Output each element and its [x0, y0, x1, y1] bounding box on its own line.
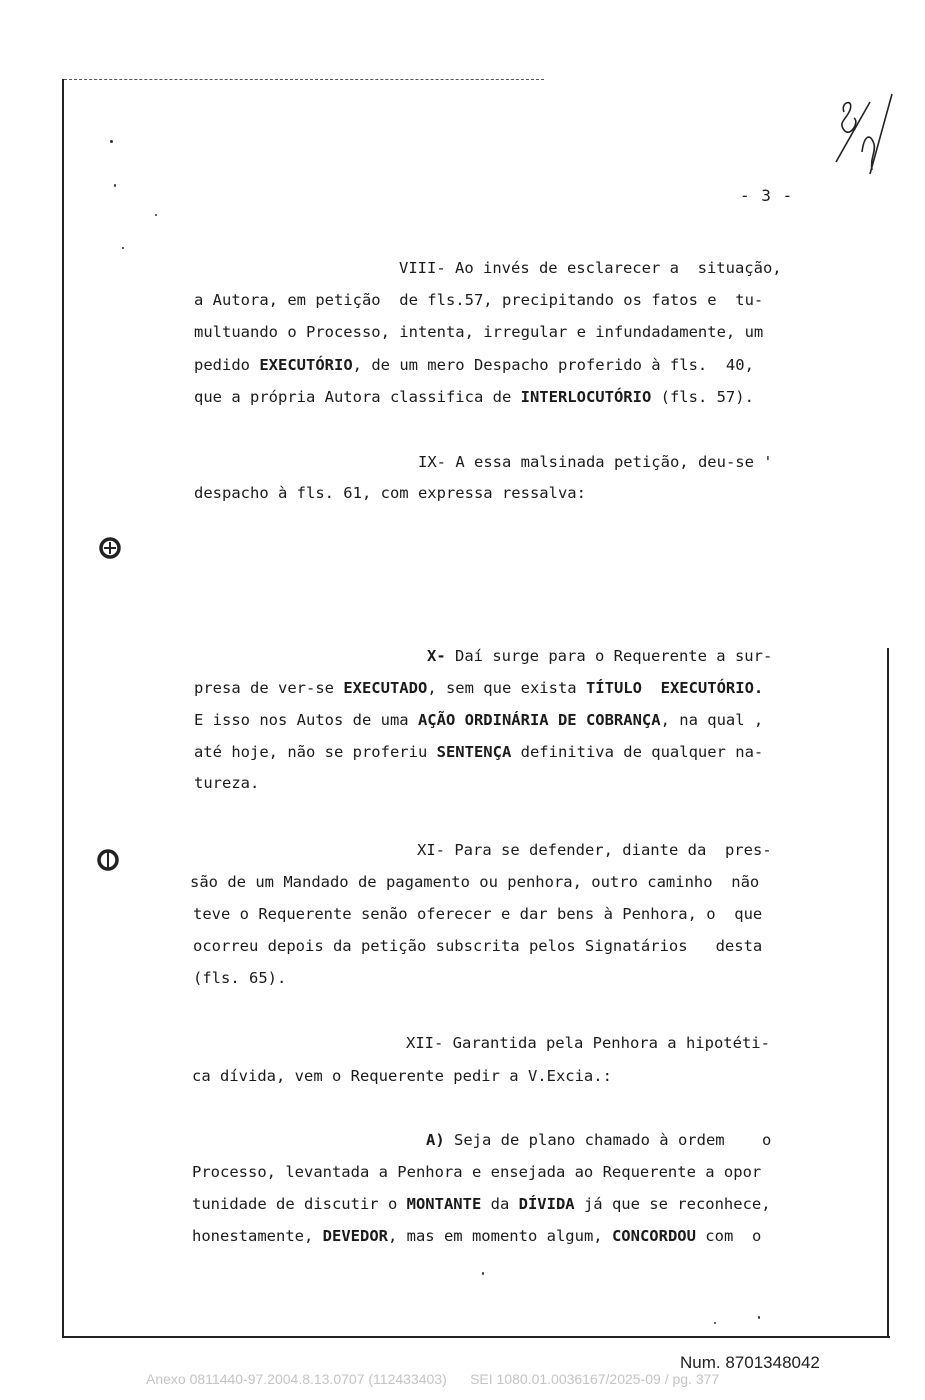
body-line: que a própria Autora classifica de INTERLOCUTÓRIO (fls. 57).	[194, 388, 754, 406]
body-line: despacho à fls. 61, com expressa ressalva:	[194, 484, 586, 502]
body-line: IX- A essa malsinada petição, deu-se '	[418, 453, 773, 471]
bold-text: SENTENÇA	[436, 743, 512, 761]
body-line: X- Daí surge para o Requerente a sur-	[427, 647, 773, 665]
body-line: Processo, levantada a Penhora e ensejada ao Requerente a opor	[192, 1163, 762, 1181]
frame-bottom-line	[62, 1336, 890, 1338]
bold-text: A)	[426, 1131, 445, 1149]
document-reference: Anexo 0811440-97.2004.8.13.0707 (112433403) SEI 1080.01.0036167/2025-09 / pg. 377	[146, 1371, 720, 1387]
body-line: multuando o Processo, intenta, irregular e infundadamente, um	[194, 323, 764, 341]
punch-hole-icon	[98, 536, 122, 560]
bold-text: CONCORDOU	[611, 1227, 696, 1245]
body-line: XII- Garantida pela Penhora a hipotéti-	[406, 1034, 770, 1052]
body-line: a Autora, em petição de fls.57, precipitando os fatos e tu-	[194, 291, 764, 309]
bold-text: X-	[427, 647, 446, 665]
bold-text: DEVEDOR	[322, 1227, 388, 1245]
bold-text: EXECUTÓRIO	[259, 356, 353, 374]
body-line: pedido EXECUTÓRIO, de um mero Despacho proferido à fls. 40,	[194, 356, 754, 374]
frame-top-line	[64, 79, 544, 80]
body-line: são de um Mandado de pagamento ou penhora, outro caminho não	[190, 873, 760, 891]
bold-text: MONTANTE	[406, 1195, 482, 1213]
body-line: até hoje, não se proferiu SENTENÇA definitiva de qualquer na-	[194, 743, 764, 761]
body-line: honestamente, DEVEDOR, mas em momento algum, CONCORDOU com o	[192, 1227, 762, 1245]
body-line: E isso nos Autos de uma AÇÃO ORDINÁRIA DE COBRANÇA, na qual ,	[194, 711, 764, 729]
bold-text: TÍTULO EXECUTÓRIO.	[585, 679, 764, 697]
bold-text: DÍVIDA	[518, 1195, 575, 1213]
document-number: Num. 8701348042	[680, 1353, 820, 1372]
body-line: ocorreu depois da petição subscrita pelos Signatários desta	[193, 937, 763, 955]
body-line: tunidade de discutir o MONTANTE da DÍVIDA já que se reconhece,	[192, 1195, 771, 1213]
body-line: ca dívida, vem o Requerente pedir a V.Excia.:	[192, 1067, 612, 1085]
body-line: teve o Requerente senão oferecer e dar bens à Penhora, o que	[193, 905, 763, 923]
bold-text: INTERLOCUTÓRIO	[520, 388, 652, 406]
body-line: A) Seja de plano chamado à ordem o	[426, 1131, 772, 1149]
bold-text: AÇÃO ORDINÁRIA DE COBRANÇA	[417, 711, 661, 729]
frame-left-line	[62, 79, 64, 1337]
page-number: - 3 -	[740, 186, 794, 205]
body-line: VIII- Ao invés de esclarecer a situação,	[399, 259, 782, 277]
bold-text: EXECUTADO	[343, 679, 428, 697]
body-line: tureza.	[194, 774, 260, 792]
punch-hole-icon	[96, 848, 120, 872]
body-line: XI- Para se defender, diante da pres-	[417, 841, 772, 859]
handwritten-initials-icon	[830, 92, 896, 182]
frame-right-line	[887, 648, 889, 1338]
body-line: presa de ver-se EXECUTADO, sem que exista TÍTULO EXECUTÓRIO.	[194, 679, 764, 697]
body-line: (fls. 65).	[193, 969, 287, 987]
